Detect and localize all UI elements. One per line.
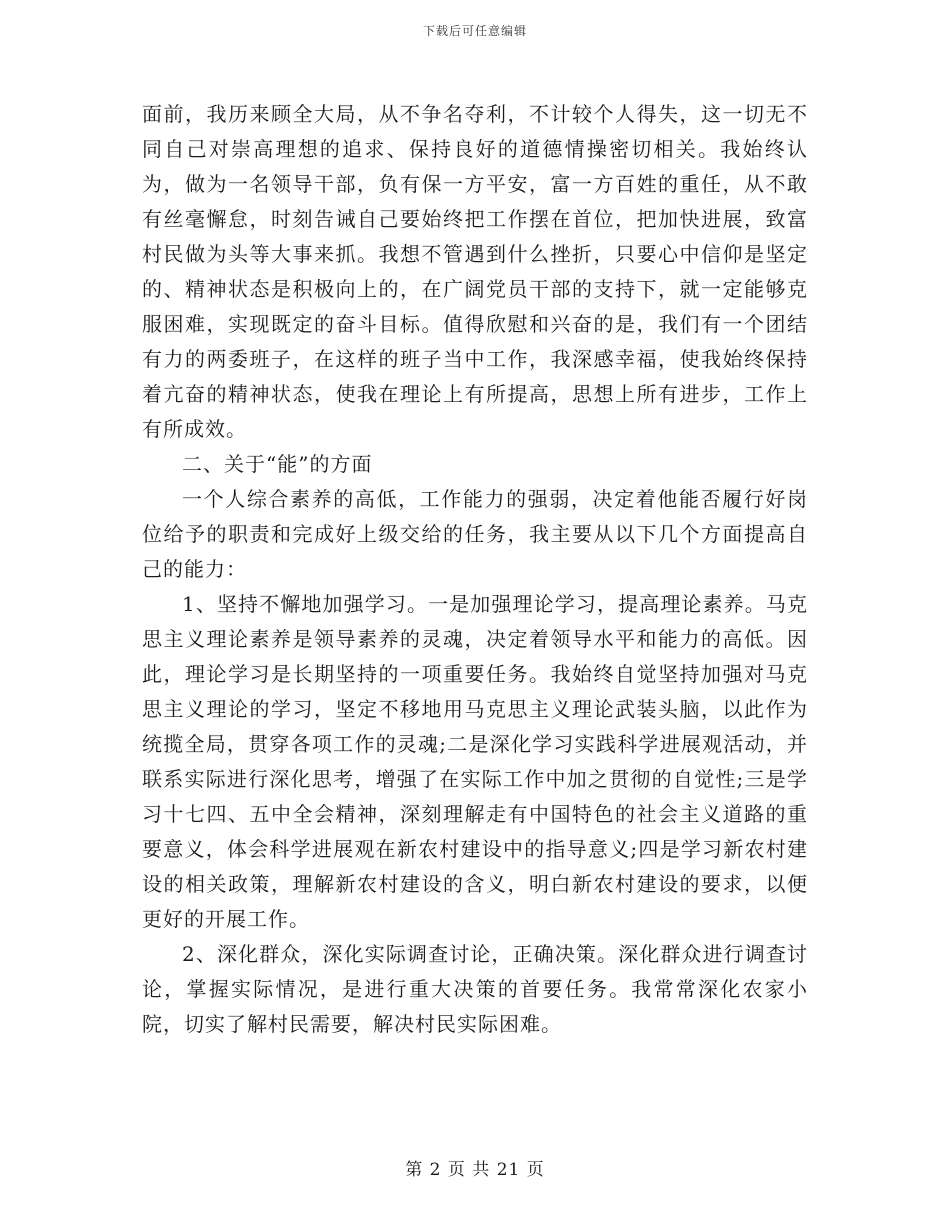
- paragraph-intro: 一个人综合素养的高低，工作能力的强弱，决定着他能否履行好岗位给予的职责和完成好上级交给的任务，我主要从以下几个方面提高自己的能力：: [142, 487, 808, 581]
- document-body: [142, 97, 808, 1042]
- page-number: 第 2 页 共 21 页: [405, 1160, 545, 1180]
- paragraph-item-1: 1、坚持不懈地加强学习。一是加强理论学习，提高理论素养。马克思主义理论素养是领导素养的灵魂，决定着领导水平和能力的高低。因此，理论学习是长期坚持的一项重要任务。我始终自觉坚持加强对马克思主义理论的学习，坚定不移地用马克思主义理论武装头脑，以此作为统揽全局，贯穿各项工作的灵魂;二是深化学习实践科学进展观活动，并联系实际进行深化思考，增强了在实际工作中加之贯彻的自觉性;三是学习十七四、五中全会精神，深刻理解走有中国特色的社会主义道路的重要意义，体会科学进展观在新农村建设中的指导意义;四是学习新农村建设的相关政策，理解新农村建设的含义，明白新农村建设的要求，以便更好的开展工作。: [142, 592, 808, 931]
- paragraph-continued: 面前，我历来顾全大局，从不争名夺利，不计较个人得失，这一切无不同自己对崇高理想的追求、保持良好的道德情操密切相关。我始终认为，做为一名领导干部，负有保一方平安，富一方百姓的重任，从不敢有丝毫懈怠，时刻告诫自己要始终把工作摆在首位，把加快进展，致富村民做为头等大事来抓。我想不管遇到什么挫折，只要心中信仰是坚定的、精神状态是积极向上的，在广阔党员干部的支持下，就一定能够克服困难，实现既定的奋斗目标。值得欣慰和兴奋的是，我们有一个团结有力的两委班子，在这样的班子当中工作，我深感幸福，使我始终保持着亢奋的精神状态，使我在理论上有所提高，思想上所有进步，工作上有所成效。: [142, 102, 808, 441]
- page-header-note: 下载后可任意编辑: [422, 24, 527, 38]
- section-heading: 二、关于“能”的方面: [182, 452, 373, 476]
- paragraph-item-2: 2、深化群众，深化实际调查讨论，正确决策。深化群众进行调查讨论，掌握实际情况，是进行重大决策的首要任务。我常常深化农家小院，切实了解村民需要，解决村民实际困难。: [142, 942, 808, 1036]
